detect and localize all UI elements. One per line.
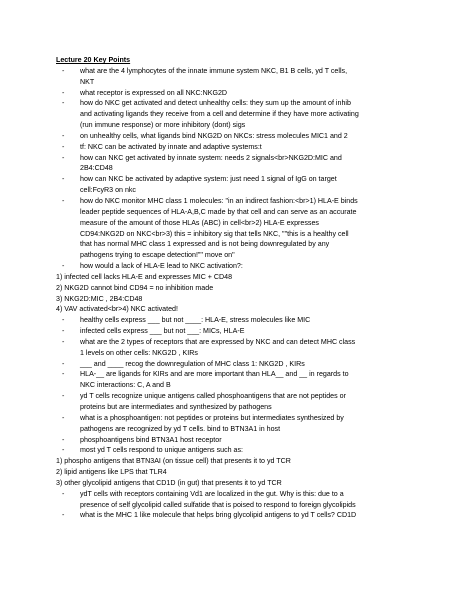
bullet-item <box>56 510 436 521</box>
line-text: most yd T cells respond to unique antigens such as: <box>80 446 243 455</box>
bullet-continuation <box>56 380 436 391</box>
numbered-item <box>56 283 436 294</box>
bullet-dash: - <box>62 446 65 455</box>
line-text: how can NKC get activated by innate system: needs 2 signals<br>NKG2D:MIC and <box>80 153 342 162</box>
bullet-dash: - <box>62 327 65 336</box>
bullet-dash: - <box>62 99 65 108</box>
line-text: tf: NKC can be activated by innate and adaptive systems:t <box>80 142 262 151</box>
line-text: presence of self glycolipid called sulfatide that is poised to respond to foreign glycolipids <box>80 500 356 509</box>
bullet-continuation <box>56 77 436 88</box>
bullet-dash: - <box>62 435 65 444</box>
line-text: 1 levels on other cells: NKG2D , KIRs <box>80 348 198 357</box>
bullet-dash: - <box>62 196 65 205</box>
bullet-item <box>56 413 436 424</box>
line-text: 1) infected cell lacks HLA-E and expresses MIC + CD48 <box>56 272 233 281</box>
line-text: how do NKC monitor MHC class 1 molecules: "in an indirect fashion:<br>1) HLA-E binds <box>80 196 358 205</box>
line-text: that has normal MHC class 1 expressed and is not being downregulated by any <box>80 240 330 249</box>
bullet-item <box>56 445 436 456</box>
bullet-item <box>56 142 436 153</box>
line-text: what is the MHC 1 like molecule that helps bring glycolipid antigens to yd T cells? CD1D <box>80 511 357 520</box>
numbered-item <box>56 304 436 315</box>
line-text: 3) NKG2D:MIC , 2B4:CD48 <box>56 294 143 303</box>
bullet-dash: - <box>62 489 65 498</box>
bullet-continuation <box>56 250 436 261</box>
line-text: 4) VAV activated<br>4) NKC activated! <box>56 305 178 314</box>
line-text: what are the 4 lymphocytes of the innate immune system NKC, B1 B cells, yd T cells, <box>80 66 348 75</box>
line-text: (run immune response) or more inhibitory (dont) sigs <box>80 121 246 130</box>
bullet-dash: - <box>62 370 65 379</box>
bullet-dash: - <box>62 88 65 97</box>
bullet-item <box>56 435 436 446</box>
numbered-item <box>56 456 436 467</box>
bullet-item <box>56 489 436 500</box>
bullet-item <box>56 369 436 380</box>
bullet-item <box>56 153 436 164</box>
bullet-continuation <box>56 239 436 250</box>
bullet-continuation <box>56 185 436 196</box>
numbered-item <box>56 272 436 283</box>
bullet-item <box>56 174 436 185</box>
bullet-item <box>56 315 436 326</box>
bullet-dash: - <box>62 153 65 162</box>
line-text: how can NKC be activated by adaptive system: just need 1 signal of IgG on target <box>80 175 337 184</box>
line-text: 2) NKG2D cannot bind CD94 = no inhibition made <box>56 283 214 292</box>
line-text: pathogens are recognized by yd T cells. bind to BTN3A1 in host <box>80 424 281 433</box>
line-text: 2) lipid antigens like LPS that TLR4 <box>56 468 167 477</box>
line-text: and activating ligands they receive from a cell and determine if they have more activating <box>80 110 359 119</box>
bullet-continuation <box>56 163 436 174</box>
bullet-dash: - <box>62 131 65 140</box>
bullet-item <box>56 131 436 142</box>
line-text: phosphoantigens bind BTN3A1 host receptor <box>80 435 222 444</box>
bullet-dash: - <box>62 142 65 151</box>
bullet-dash: - <box>62 392 65 401</box>
line-text: infected cells express ___ but not ___: MICs, HLA-E <box>80 327 245 336</box>
bullet-item <box>56 337 436 348</box>
numbered-item <box>56 467 436 478</box>
line-text: ydT cells with receptors containing Vd1 are localized in the gut. Why is this: due to a <box>80 489 344 498</box>
bullet-dash: - <box>62 359 65 368</box>
bullet-item <box>56 196 436 207</box>
bullet-continuation <box>56 348 436 359</box>
line-text: 3) other glycolipid antigens that CD1D (in gut) that presents it to yd TCR <box>56 478 282 487</box>
bullet-continuation <box>56 424 436 435</box>
numbered-item <box>56 478 436 489</box>
line-text: cell:FcyR3 on nkc <box>80 186 136 195</box>
line-text: NKT <box>80 77 95 86</box>
line-text: on unhealthy cells, what ligands bind NKG2D on NKCs: stress molecules MIC1 and 2 <box>80 131 348 140</box>
bullet-dash: - <box>62 262 65 271</box>
bullet-continuation <box>56 402 436 413</box>
lecture-title: Lecture 20 Key Points <box>56 56 131 64</box>
bullet-dash: - <box>62 66 65 75</box>
line-text: NKC interactions: C, A and B <box>80 381 171 390</box>
line-text: yd T cells recognize unique antigens called phosphoantigens that are not peptides or <box>80 392 346 401</box>
bullet-item <box>56 66 436 77</box>
line-text: 1) phospho antigens that BTN3AI (on tissue cell) that presents it to yd TCR <box>56 457 291 466</box>
line-text: what are the 2 types of receptors that are expressed by NKC and can detect MHC class <box>80 337 356 346</box>
bullet-dash: - <box>62 316 65 325</box>
line-text: measure of the amount of those HLAs (ABC) in cell<br>2) HLA-E expresses <box>80 218 319 227</box>
line-text: how do NKC get activated and detect unhealthy cells: they sum up the amount of inhib <box>80 99 351 108</box>
line-text: CD94:NKG2D on NKC<br>3) this = inhibitory sig that tells NKC, ""this is a healthy cell <box>80 229 349 238</box>
line-text: what receptor is expressed on all NKC:NKG2D <box>80 88 228 97</box>
bullet-continuation <box>56 229 436 240</box>
bullet-item <box>56 359 436 370</box>
line-text: proteins but are intermediates and synthesized by pathogens <box>80 403 272 411</box>
bullet-item <box>56 326 436 337</box>
bullet-continuation <box>56 218 436 229</box>
numbered-item <box>56 294 436 305</box>
line-text: leader peptide sequences of HLA-A,B,C made by that cell and can serve as an accurate <box>80 207 357 216</box>
bullet-dash: - <box>62 337 65 346</box>
document-body <box>56 55 436 521</box>
line-text: healthy cells express ___ but not ____: HLA-E, stress molecules like MIC <box>80 316 311 325</box>
bullet-dash: - <box>62 175 65 184</box>
bullet-continuation <box>56 120 436 131</box>
bullet-continuation <box>56 500 436 511</box>
line-text: HLA-__ are ligands for KIRs and are more important than HLA__ and __ in regards to <box>80 370 349 379</box>
line-text: how would a lack of HLA-E lead to NKC activation?: <box>80 262 243 271</box>
line-text: pathogens trying to escape detection!"" move on" <box>80 251 235 260</box>
bullet-dash: - <box>62 413 65 422</box>
bullet-item <box>56 391 436 402</box>
bullet-item <box>56 98 436 109</box>
bullet-continuation <box>56 109 436 120</box>
bullet-item <box>56 261 436 272</box>
bullet-item <box>56 88 436 99</box>
line-text: ___ and ____ recog the downregulation of MHC class 1: NKG2D , KIRs <box>80 359 305 368</box>
bullet-dash: - <box>62 511 65 520</box>
bullet-continuation <box>56 207 436 218</box>
line-text: 2B4:CD48 <box>80 164 113 173</box>
line-text: what is a phosphoantigen: not peptides or proteins but intermediates synthesized by <box>80 413 344 422</box>
